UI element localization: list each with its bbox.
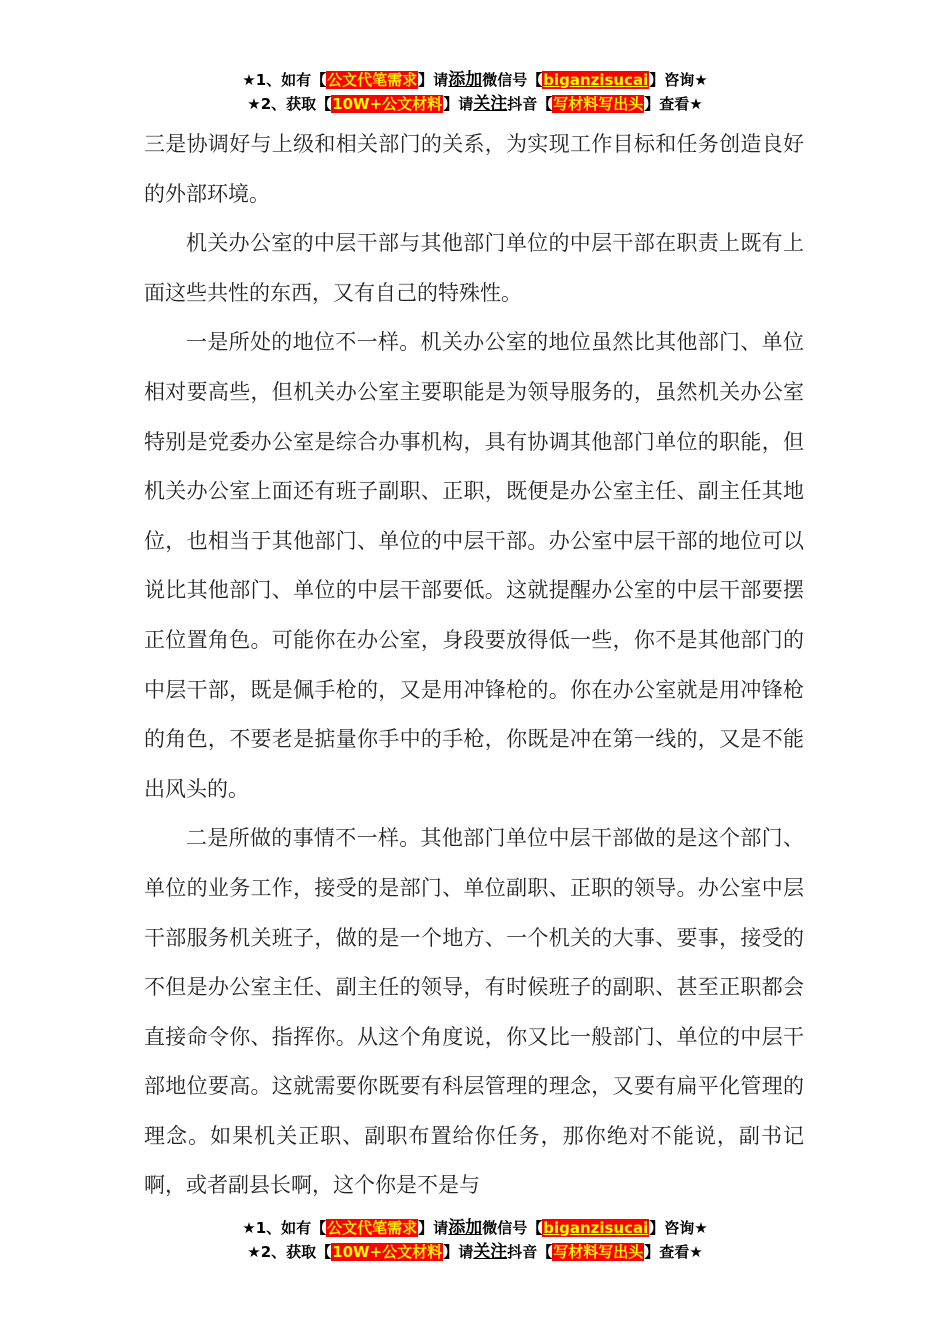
- banner-text: 抖音【: [507, 1243, 553, 1261]
- highlight-douyin-account: 写材料写出头: [553, 1243, 644, 1261]
- footer-banner: [0, 1216, 950, 1264]
- banner-text: ★1、如有【: [242, 1219, 327, 1237]
- highlight-ghostwriting: 公文代笔需求: [327, 1219, 418, 1237]
- banner-text: 】咨询★: [649, 1219, 708, 1237]
- banner-line-2: [0, 92, 950, 116]
- banner-text: 】咨询★: [649, 71, 708, 89]
- banner-text: 抖音【: [507, 95, 553, 113]
- banner-text: ★1、如有【: [242, 71, 327, 89]
- banner-text: 微信号【: [482, 71, 543, 89]
- paragraph: 机关办公室的中层干部与其他部门单位的中层干部在职责上既有上面这些共性的东西，又有自己的特殊性。: [144, 231, 804, 305]
- paragraph: 二是所做的事情不一样。其他部门单位中层干部做的是这个部门、单位的业务工作，接受的是部门、单位副职、正职的领导。办公室中层干部服务机关班子，做的是一个地方、一个机关的大事、要事，接受的不但是办公室主任、副主任的领导，有时候班子的副职、甚至正职都会直接命令你、指挥你。从这个角度说，你又比一般部门、单位的中层干部地位要高。这就需要你既要有科层管理的理念，又要有扁平化管理的理念。如果机关正职、副职布置给你任务，那你绝对不能说，副书记啊，或者副县长啊，这个你是不是与: [144, 826, 804, 1198]
- banner-emphasis: 关注: [473, 94, 508, 114]
- highlight-materials: 10W+公文材料: [332, 1243, 443, 1261]
- highlight-materials: 10W+公文材料: [332, 95, 443, 113]
- banner-line-2: [0, 1240, 950, 1264]
- banner-emphasis: 添加: [448, 70, 483, 90]
- highlight-douyin-account: 写材料写出头: [553, 95, 644, 113]
- banner-text: 】请: [418, 1219, 449, 1237]
- highlight-ghostwriting: 公文代笔需求: [327, 71, 418, 89]
- banner-text: 】请: [443, 95, 474, 113]
- banner-line-1: [0, 68, 950, 92]
- banner-text: 】查看★: [644, 95, 703, 113]
- document-body: [144, 120, 804, 1211]
- banner-text: 】请: [418, 71, 449, 89]
- banner-text: 微信号【: [482, 1219, 543, 1237]
- banner-emphasis: 关注: [473, 1242, 508, 1262]
- banner-text: ★2、获取【: [247, 95, 332, 113]
- paragraph: 一是所处的地位不一样。机关办公室的地位虽然比其他部门、单位相对要高些，但机关办公室主要职能是为领导服务的，虽然机关办公室特别是党委办公室是综合办事机构，具有协调其他部门单位的职能，但机关办公室上面还有班子副职、正职，既便是办公室主任、副主任其地位，也相当于其他部门、单位的中层干部。办公室中层干部的地位可以说比其他部门、单位的中层干部要低。这就提醒办公室的中层干部要摆正位置角色。可能你在办公室，身段要放得低一些，你不是其他部门的中层干部，既是佩手枪的，又是用冲锋枪的。你在办公室就是用冲锋枪的角色，不要老是掂量你手中的手枪，你既是冲在第一线的，又是不能出风头的。: [144, 330, 804, 801]
- banner-emphasis: 添加: [448, 1218, 483, 1238]
- highlight-wechat-id: biganzisucai: [543, 71, 649, 89]
- paragraph: 三是协调好与上级和相关部门的关系，为实现工作目标和任务创造良好的外部环境。: [144, 132, 804, 206]
- banner-text: 】请: [443, 1243, 474, 1261]
- banner-text: ★2、获取【: [247, 1243, 332, 1261]
- highlight-wechat-id: biganzisucai: [543, 1219, 649, 1237]
- banner-line-1: [0, 1216, 950, 1240]
- header-banner: [0, 68, 950, 116]
- banner-text: 】查看★: [644, 1243, 703, 1261]
